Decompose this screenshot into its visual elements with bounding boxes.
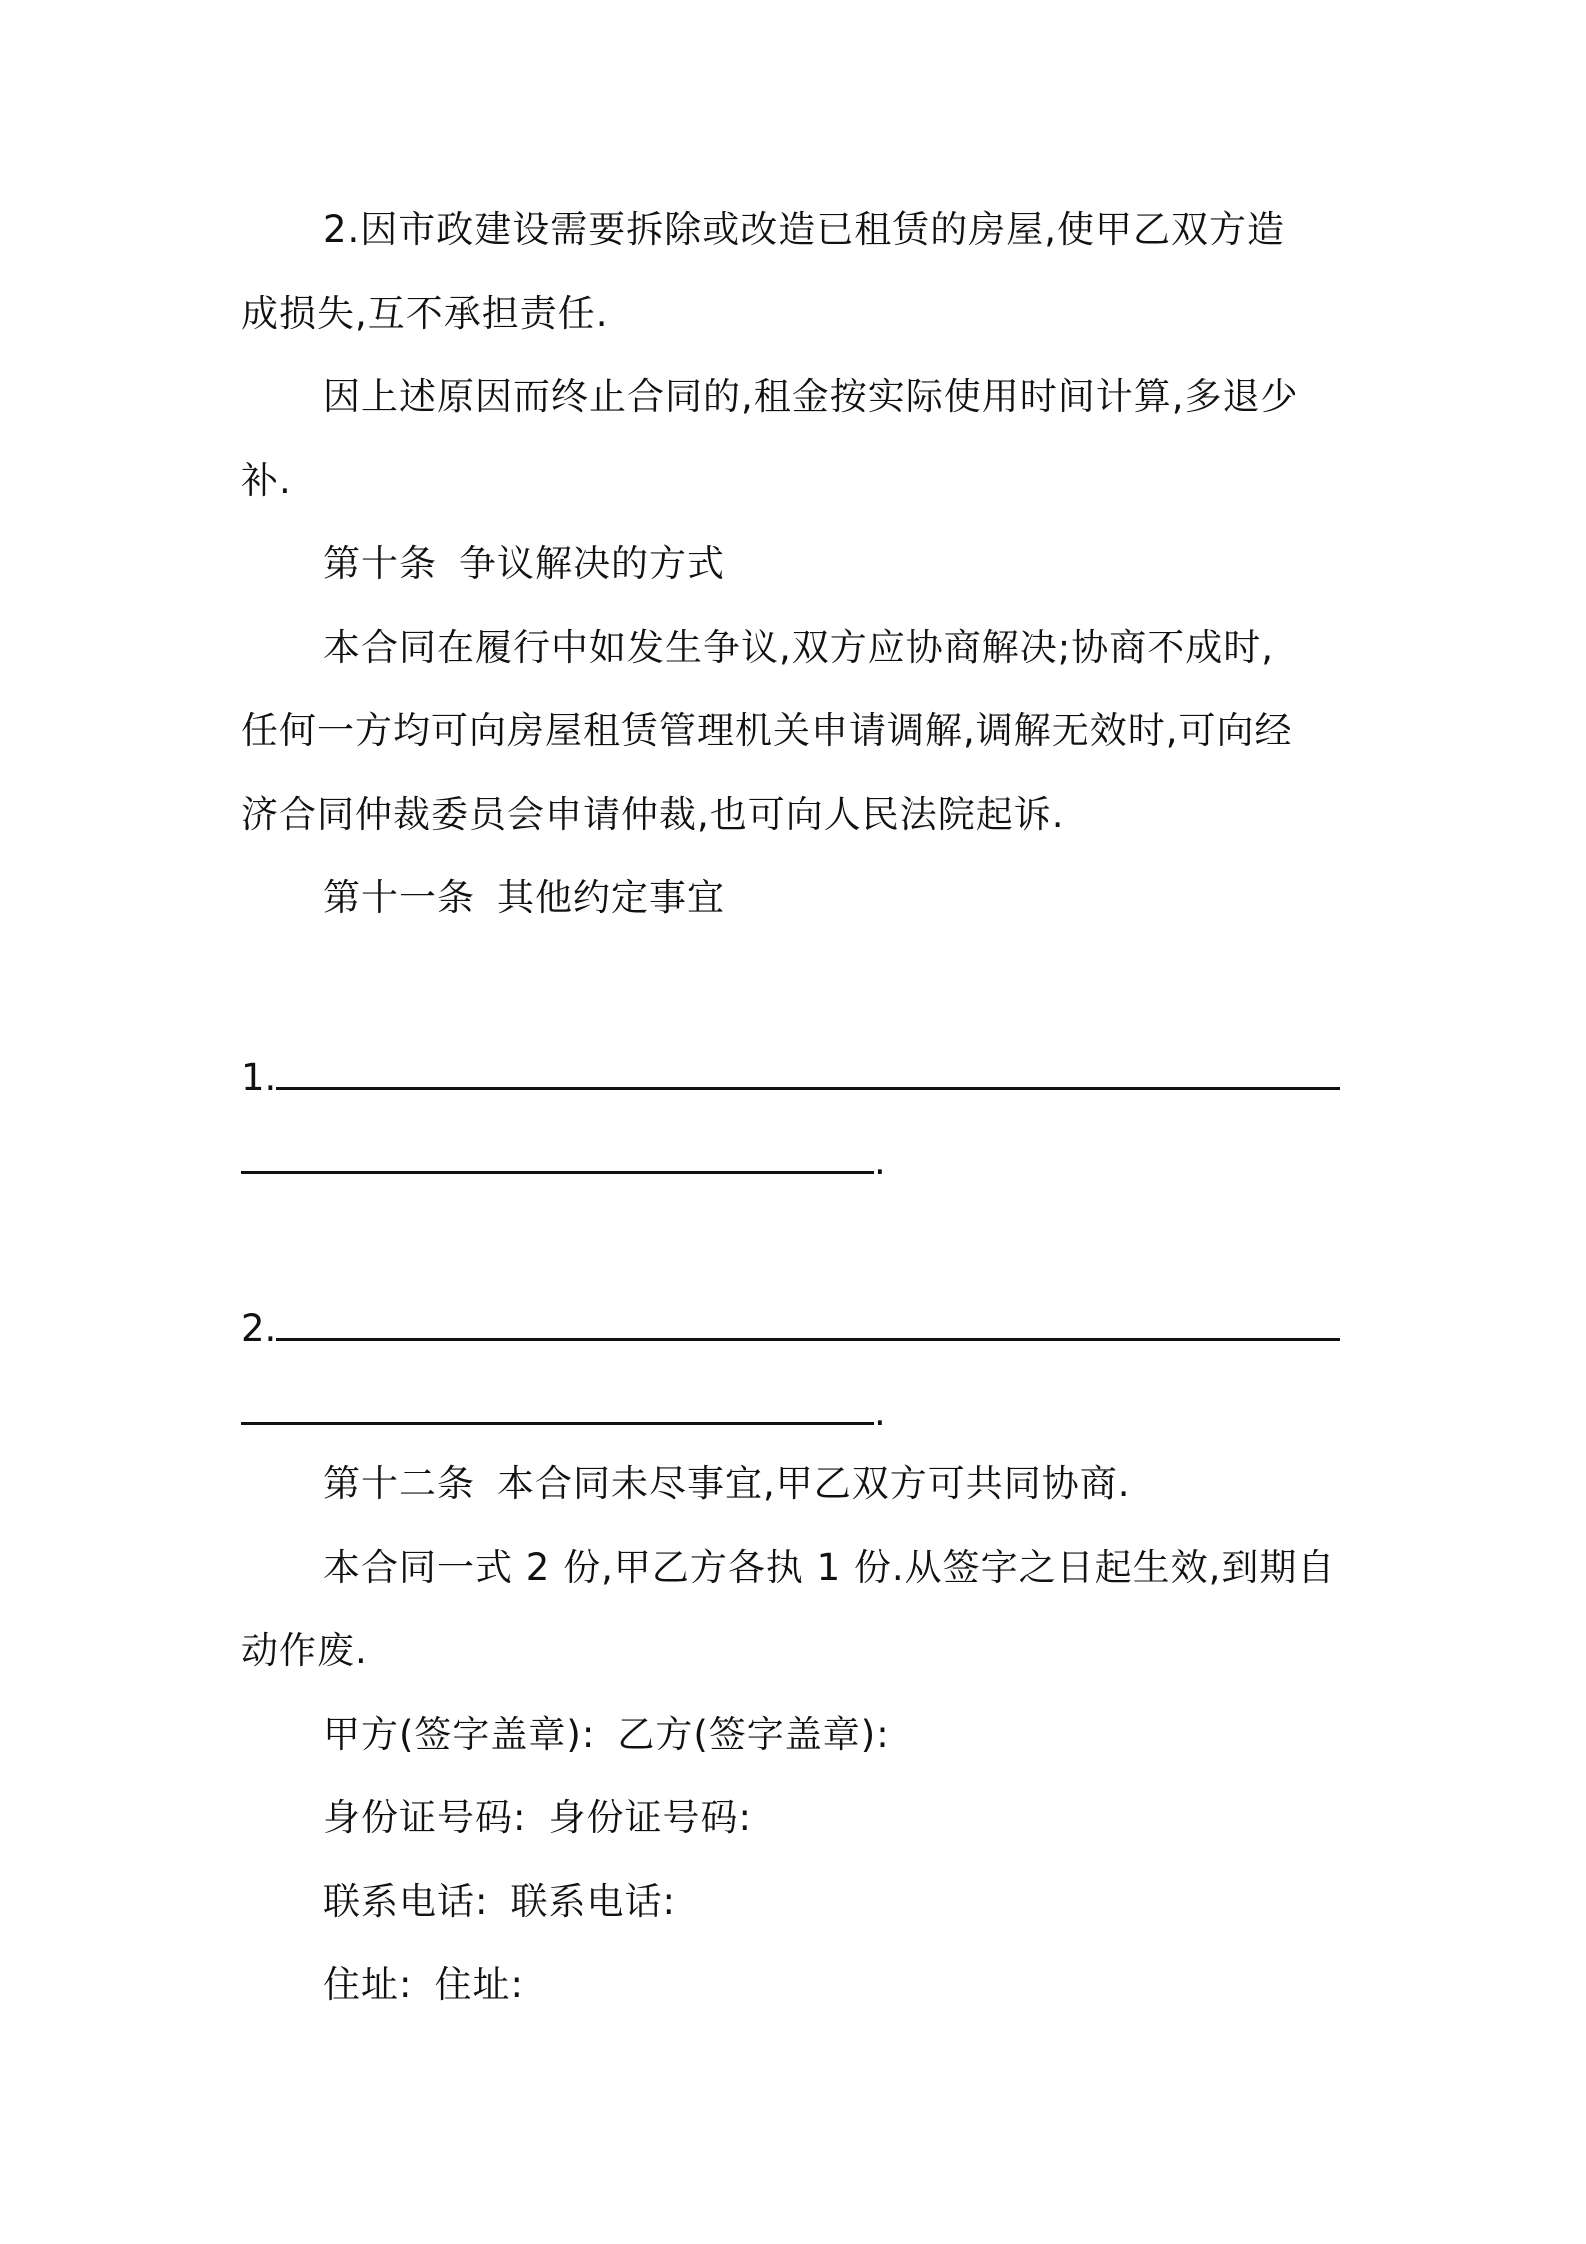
line-end-period: . <box>874 1140 886 1183</box>
party-a-signature-label: 甲方(签字盖章): <box>323 1713 596 1756</box>
paragraph-line: 补. <box>241 459 292 502</box>
party-a-phone-label: 联系电话: <box>323 1880 489 1923</box>
party-b-phone-label: 联系电话: <box>510 1880 676 1923</box>
fill-in-line <box>276 1051 1340 1090</box>
article-title: 其他约定事宜 <box>497 876 725 919</box>
party-b-id-label: 身份证号码: <box>548 1796 752 1839</box>
party-a-address-label: 住址: <box>323 1963 413 2006</box>
item-number: 2. <box>241 1307 277 1350</box>
party-b-address-label: 住址: <box>434 1963 524 2006</box>
phone-row <box>323 1877 676 1927</box>
address-row <box>323 1960 524 2010</box>
blank-item-2-cont <box>241 1386 886 1438</box>
paragraph-line: 因上述原因而终止合同的,租金按实际使用时间计算,多退少 <box>323 375 1299 418</box>
paragraph-line: 本合同一式 2 份,甲乙方各执 1 份.从签字之日起生效,到期自 <box>323 1546 1336 1589</box>
line-end-period: . <box>874 1391 886 1434</box>
paragraph-line: 成损失,互不承担责任. <box>241 292 609 335</box>
blank-item-2 <box>241 1302 1340 1354</box>
article-number: 第十二条 <box>323 1462 475 1505</box>
fill-in-line <box>276 1302 1340 1341</box>
paragraph-line: 本合同在履行中如发生争议,双方应协商解决;协商不成时, <box>323 626 1274 669</box>
paragraph-line: 任何一方均可向房屋租赁管理机关申请调解,调解无效时,可向经 <box>241 709 1293 752</box>
article-text: 本合同未尽事宜,甲乙双方可共同协商. <box>497 1462 1131 1505</box>
party-b-signature-label: 乙方(签字盖章): <box>617 1713 890 1756</box>
fill-in-line <box>241 1386 874 1425</box>
item-number: 1. <box>241 1056 277 1099</box>
blank-item-1 <box>241 1051 1340 1103</box>
id-number-row <box>323 1793 752 1843</box>
article-title: 争议解决的方式 <box>459 542 725 585</box>
article-10-heading <box>323 539 725 589</box>
paragraph-line: 济合同仲裁委员会申请仲裁,也可向人民法院起诉. <box>241 793 1065 836</box>
article-number: 第十一条 <box>323 876 475 919</box>
fill-in-line <box>241 1135 874 1174</box>
paragraph-line: 2.因市政建设需要拆除或改造已租赁的房屋,使甲乙双方造 <box>323 208 1286 251</box>
article-12 <box>323 1459 1131 1509</box>
blank-item-1-cont <box>241 1135 886 1187</box>
article-11-heading <box>323 873 725 923</box>
article-number: 第十条 <box>323 542 437 585</box>
paragraph-line: 动作废. <box>241 1629 368 1672</box>
signature-row <box>323 1710 890 1760</box>
party-a-id-label: 身份证号码: <box>323 1796 527 1839</box>
